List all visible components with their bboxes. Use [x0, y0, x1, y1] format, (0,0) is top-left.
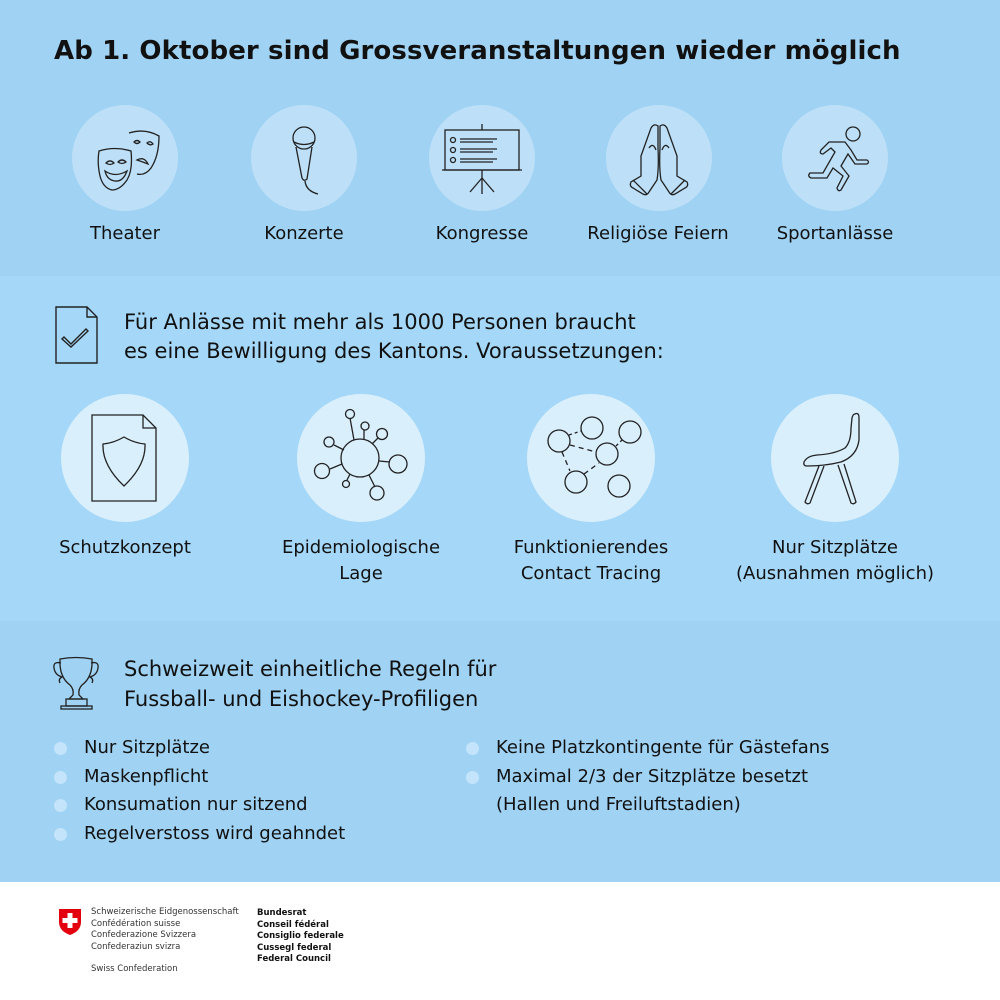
confederation-names: Schweizerische Eidgenossenschaft Confédération suisse Confederazione Svizzera Confederaziun svizra Swiss Confederation — [91, 907, 239, 974]
document-shield-icon — [61, 394, 189, 522]
event-label-theater: Theater — [89, 223, 161, 244]
bullet-dot-icon — [54, 828, 67, 841]
permit-line-1: Für Anlässe mit mehr als 1000 Personen braucht — [124, 310, 636, 334]
event-label-kongresse: Kongresse — [435, 223, 529, 244]
list-item: Keine Platzkontingente für Gästefans — [466, 734, 830, 763]
bullet-dot-icon — [54, 771, 67, 784]
requirement-label-nur-sitzplaetze: Nur Sitzplätze (Ausnahmen möglich) — [735, 537, 934, 584]
bullet-dot-icon — [54, 742, 67, 755]
theater-masks-icon — [72, 105, 178, 211]
bullet-dot-icon — [466, 771, 479, 784]
bullet-dot-icon — [54, 799, 67, 812]
running-person-icon — [782, 105, 888, 211]
event-label-religioese-feiern: Religiöse Feiern — [587, 223, 729, 244]
requirement-label-contact-tracing: Funktionierendes Contact Tracing — [513, 537, 669, 584]
virus-icon — [297, 394, 425, 522]
bullet-dot-icon — [466, 742, 479, 755]
list-item: Maskenpflicht — [54, 763, 345, 792]
chair-icon — [771, 394, 899, 522]
permit-section — [0, 276, 1000, 621]
events-section — [0, 0, 1000, 276]
presentation-board-icon — [429, 105, 535, 211]
list-item: Nur Sitzplätze — [54, 734, 345, 763]
rules-list-left — [54, 734, 345, 848]
permit-line-2: es eine Bewilligung des Kantons. Voraussetzungen: — [124, 339, 664, 363]
permit-text — [124, 308, 664, 366]
leagues-line-2: Fussball- und Eishockey-Profiligen — [124, 687, 479, 711]
document-check-icon — [55, 306, 99, 364]
leagues-section — [0, 621, 1000, 882]
event-label-konzerte: Konzerte — [264, 223, 344, 244]
list-item: Regelverstoss wird geahndet — [54, 820, 345, 849]
swiss-coat-of-arms-icon — [58, 908, 82, 936]
leagues-line-1: Schweizweit einheitliche Regeln für — [124, 657, 497, 681]
event-label-sportanlaesse: Sportanlässe — [776, 223, 894, 244]
leagues-text — [124, 654, 496, 714]
list-item: Konsumation nur sitzend — [54, 791, 345, 820]
microphone-icon — [251, 105, 357, 211]
list-item: Maximal 2/3 der Sitzplätze besetzt — [466, 763, 830, 792]
footer — [0, 882, 1000, 1000]
federal-council-names: Bundesrat Conseil fédéral Consiglio federale Cussegl federal Federal Council — [257, 908, 344, 964]
contact-network-icon — [527, 394, 655, 522]
requirement-label-epidemiologische-lage: Epidemiologische Lage — [281, 537, 441, 584]
requirement-label-schutzkonzept: Schutzkonzept — [59, 537, 191, 558]
trophy-icon — [52, 655, 100, 711]
page-title: Ab 1. Oktober sind Grossveranstaltungen wieder möglich — [54, 36, 901, 66]
list-item-continuation: (Hallen und Freiluftstadien) — [496, 794, 741, 815]
praying-hands-icon — [606, 105, 712, 211]
rules-list-right — [466, 734, 830, 820]
